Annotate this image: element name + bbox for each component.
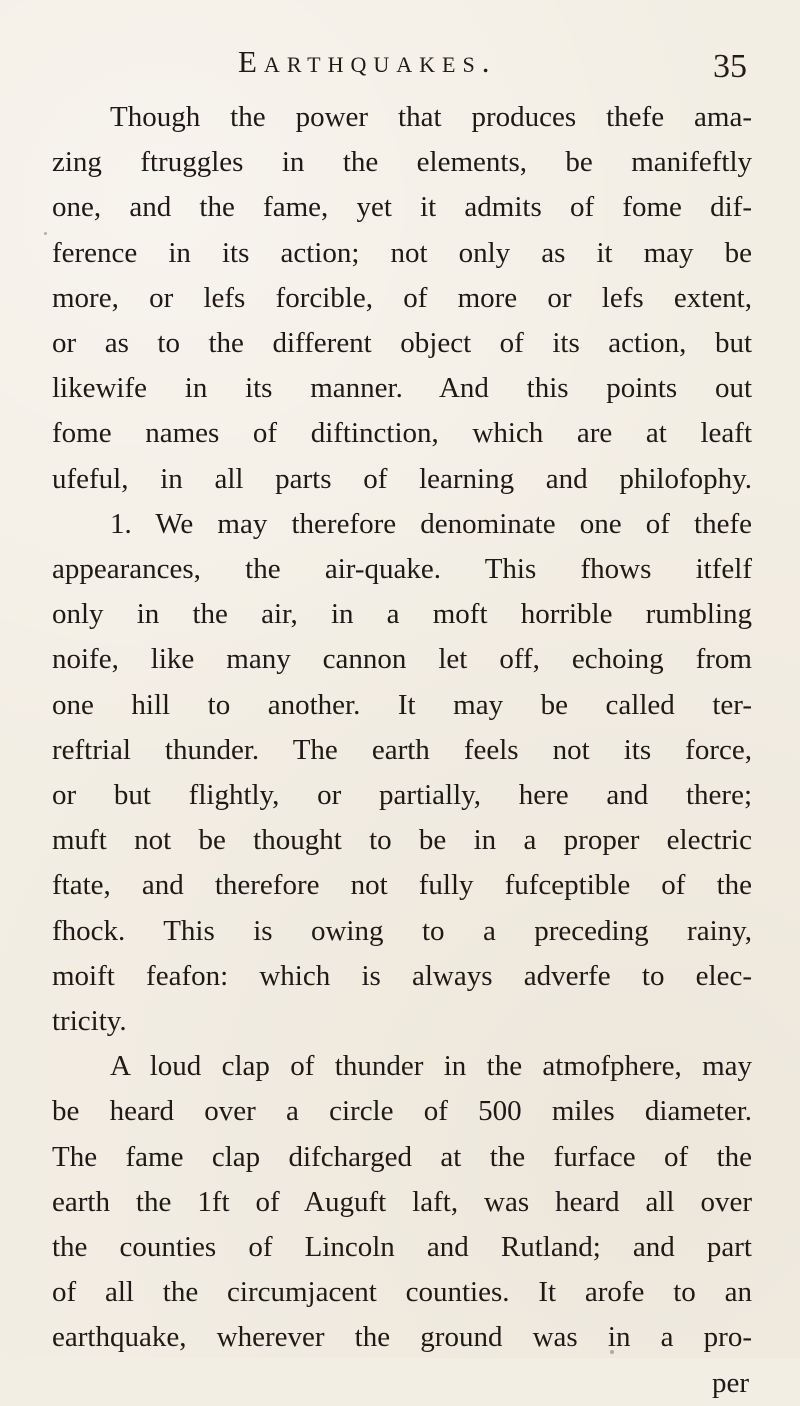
text-line: ufeful, in all parts of learning and philofophy. [52,462,752,495]
text-line: noife, like many cannon let off, echoing from [52,643,752,676]
text-line: The fame clap difcharged at the furface of the [52,1140,752,1173]
text-line: of all the circumjacent counties. It arofe to an [52,1276,752,1309]
text-line: A loud clap of thunder in the atmofphere, may [110,1050,752,1083]
text-line: only in the air, in a moft horrible rumbling [52,598,752,631]
text-line: fhock. This is owing to a preceding rainy, [52,914,752,947]
text-line: one hill to another. It may be called ter- [52,688,752,721]
text-line: appearances, the air-quake. This fhows itfelf [52,553,752,586]
text-line: or but flightly, or partially, here and there; [52,779,752,812]
text-line: one, and the fame, yet it admits of fome dif- [52,191,752,224]
text-line: reftrial thunder. The earth feels not its force, [52,733,752,766]
text-line: earth the 1ft of Auguft laft, was heard all over [52,1185,752,1218]
paper-speck [610,1350,614,1354]
text-line: tricity. [52,1005,127,1038]
text-line: likewife in its manner. And this points out [52,372,752,405]
page-header [0,44,800,94]
running-head: Earthquakes. [238,44,497,79]
text-line: muft not be thought to be in a proper electric [52,824,752,857]
catchword: per [711,1366,749,1399]
text-line: or as to the different object of its action, but [52,327,752,360]
text-line: zing ftruggles in the elements, be manifeftly [52,146,752,179]
paper-speck [44,232,47,235]
text-line: moift feafon: which is always adverfe to elec- [52,959,752,992]
text-line: 1. We may therefore denominate one of thefe [110,507,752,540]
page-number: 35 [713,48,747,85]
body-text [52,95,752,1406]
text-line: the counties of Lincoln and Rutland; and part [52,1231,752,1264]
text-line: earthquake, wherever the ground was in a pro- [52,1321,752,1354]
text-line: be heard over a circle of 500 miles diameter. [52,1095,752,1128]
text-line: ftate, and therefore not fully fufceptible of the [52,869,752,902]
text-line: ference in its action; not only as it may be [52,236,752,269]
text-line: fome names of diftinction, which are at leaft [52,417,752,450]
text-line: Though the power that produces thefe ama- [110,101,752,133]
text-line: more, or lefs forcible, of more or lefs extent, [52,281,752,314]
